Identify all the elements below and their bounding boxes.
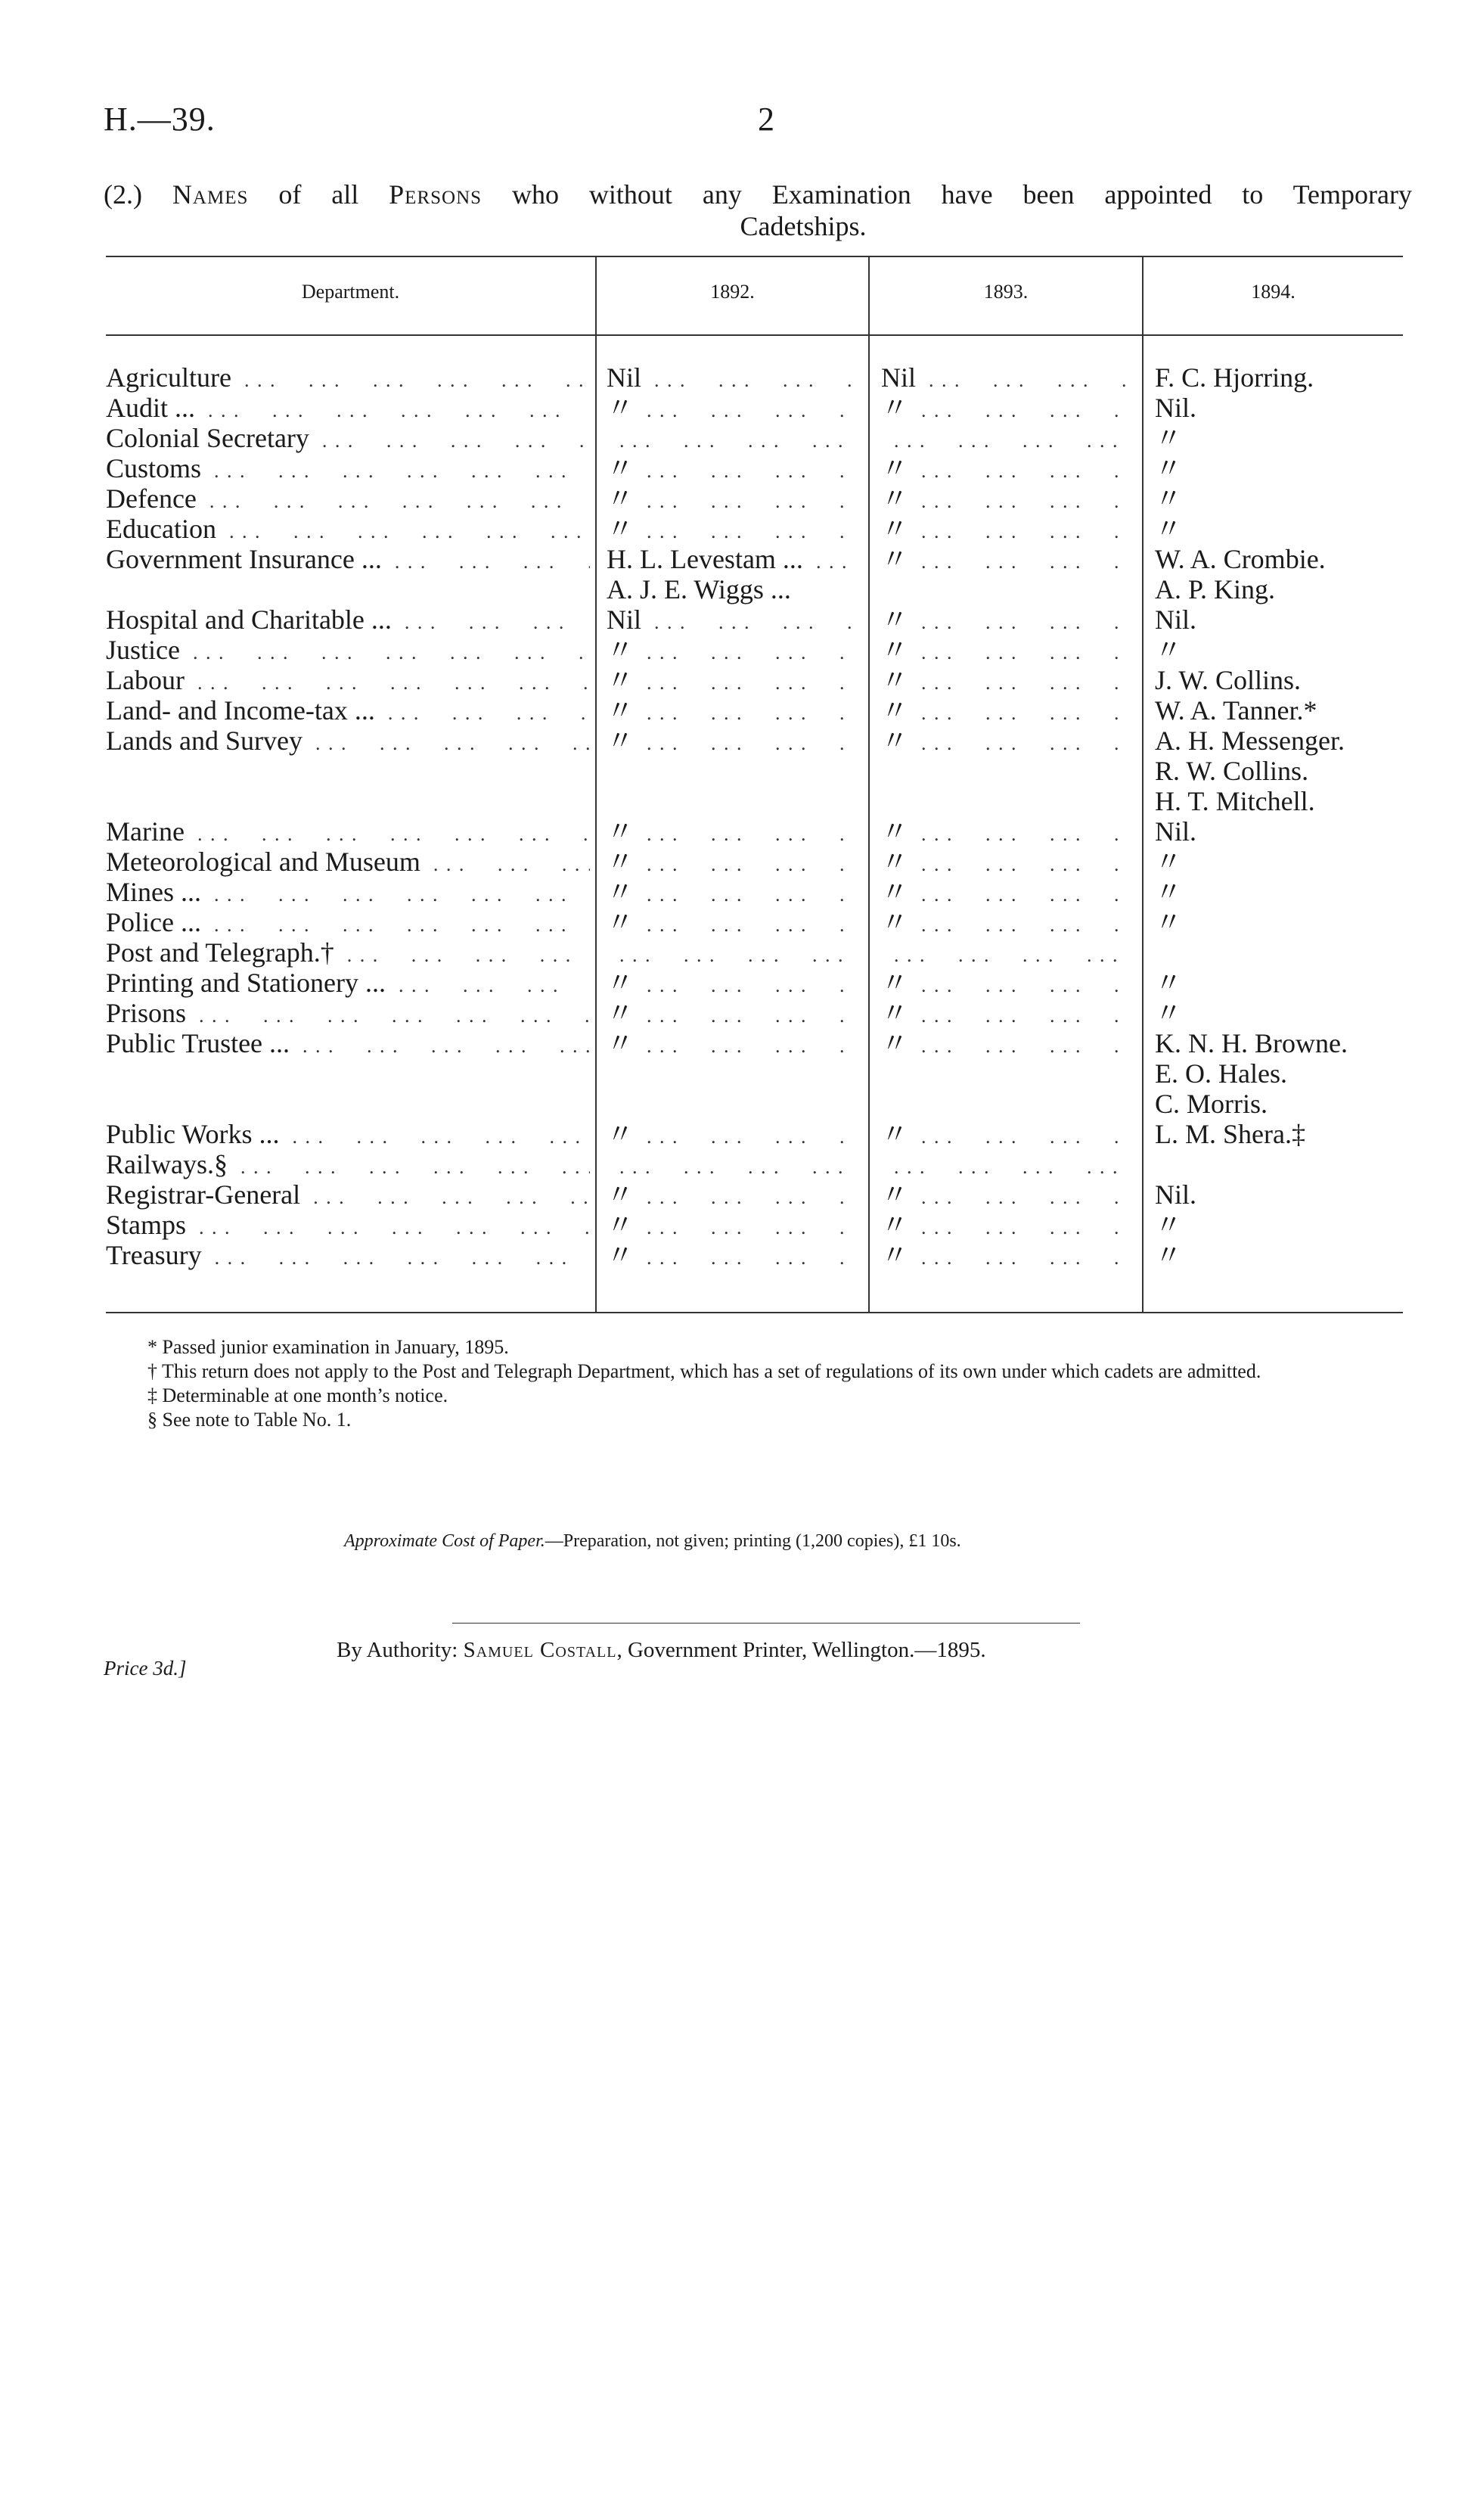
department-cell: Colonial Secretary . . . [106,423,590,456]
cell-1892: Nil . . . [607,362,852,396]
cell-1894: 〃 [1155,1210,1183,1240]
department-cell: Public Works ... . . . [106,1119,590,1152]
cell-1894: 〃 [1155,1240,1183,1270]
cell-1894: A. H. Messenger. [1155,726,1345,756]
table-row [0,423,1474,453]
table-top-rule [106,256,1403,257]
department-cell: Audit ... . . . [106,393,590,426]
cell-1893: 〃 . . . [881,453,1127,486]
table-row [0,756,1474,786]
department-cell: Police ... . . . [106,907,590,940]
cell-1894: 〃 [1155,998,1183,1028]
table-row [0,483,1474,514]
table-heading [104,179,1412,242]
cost-label: Approximate Cost of Paper. [344,1531,545,1551]
cell-1894: 〃 [1155,514,1183,544]
cell-1893: 〃 . . . [881,483,1127,517]
cell-1893: 〃 . . . [881,1028,1127,1061]
cell-1892: 〃 . . . [607,1240,852,1273]
table-row [0,998,1474,1028]
table-row [0,1210,1474,1240]
cell-1893: 〃 . . . [881,1119,1127,1152]
department-cell: Mines ... . . . [106,877,590,910]
cell-1893: 〃 . . . [881,968,1127,1001]
cell-1893: 〃 . . . [881,726,1127,759]
cell-1892: 〃 . . . [607,393,852,426]
heading-prefix: (2.) [104,179,172,210]
cell-1894: J. W. Collins. [1155,665,1302,695]
department-cell: Prisons . . . [106,998,590,1031]
imprint-rest: , Government Printer, Wellington.—1895. [616,1638,986,1662]
department-cell: Customs . . . [106,453,590,486]
cell-1893: 〃 . . . [881,544,1127,577]
cell-1893: 〃 . . . [881,695,1127,729]
table-row [0,393,1474,423]
cell-1892 [607,937,852,971]
department-cell: Post and Telegraph.† . . . [106,937,590,971]
cell-1892: 〃 . . . [607,877,852,910]
cell-1893 [881,423,1127,456]
cell-1893: Nil . . . [881,362,1127,396]
department-cell: Railways.§ . . . [106,1149,590,1182]
imprint-by-authority: By Authority: [337,1638,464,1662]
column-header-1892: 1892. [710,281,755,303]
heading-rest: who without any Examination have been appointed to Temporary [482,179,1412,210]
table-row [0,1119,1474,1149]
cell-1892 [607,423,852,456]
table-row [0,877,1474,907]
cell-1893 [881,937,1127,971]
column-header-1894: 1894. [1251,281,1296,303]
imprint-rule [452,1623,1080,1624]
cell-1894: W. A. Crombie. [1155,544,1326,574]
cell-1894: H. T. Mitchell. [1155,786,1315,816]
table-row [0,1028,1474,1058]
table-row [0,514,1474,544]
cell-1894: Nil. [1155,816,1197,847]
cell-1892: 〃 . . . [607,635,852,668]
cell-1893: 〃 . . . [881,1179,1127,1213]
footnote: † This return does not apply to the Post and Telegraph Department, which has a set of regulations of its own under which cadets are admitted. [147,1360,1261,1382]
cell-1892: 〃 . . . [607,1210,852,1243]
table-bottom-rule [106,1312,1403,1313]
cell-1893: 〃 . . . [881,393,1127,426]
cell-1892: 〃 . . . [607,453,852,486]
department-cell: Education . . . [106,514,590,547]
cell-1893: 〃 . . . [881,635,1127,668]
cell-1893: 〃 . . . [881,816,1127,850]
footnotes [104,1335,1412,1432]
department-cell: Defence . . . [106,483,590,517]
table-row [0,604,1474,635]
department-cell: Public Trustee ... . . . [106,1028,590,1061]
table-row [0,1179,1474,1210]
table-row [0,907,1474,937]
printer-imprint [337,1638,986,1663]
department-cell: Justice . . . [106,635,590,668]
cell-1893: 〃 . . . [881,998,1127,1031]
cell-1894: 〃 [1155,907,1183,937]
department-cell: Government Insurance ... . . . [106,544,590,577]
cell-1892: 〃 . . . [607,816,852,850]
cell-1894: L. M. Shera.‡ [1155,1119,1305,1149]
cost-of-paper [344,1531,961,1552]
cell-1894: W. A. Tanner.* [1155,695,1317,726]
cell-1893 [881,1149,1127,1182]
table-row [0,1149,1474,1179]
cell-1892: 〃 . . . [607,695,852,729]
cell-1894: R. W. Collins. [1155,756,1309,786]
table-body [0,362,1474,1270]
cell-1893: 〃 . . . [881,514,1127,547]
cell-1892: 〃 . . . [607,726,852,759]
cell-1894: F. C. Hjorring. [1155,362,1314,393]
table-row [0,786,1474,816]
cell-1894: 〃 [1155,847,1183,877]
department-cell: Printing and Stationery ... . . . [106,968,590,1001]
cell-1893: 〃 . . . [881,665,1127,698]
cell-1892: 〃 . . . [607,665,852,698]
cell-1894: 〃 [1155,877,1183,907]
footnote: * Passed junior examination in January, 1895. [147,1336,509,1358]
cell-1893: 〃 . . . [881,847,1127,880]
department-cell: Land- and Income-tax ... . . . [106,695,590,729]
table-row [0,362,1474,393]
footnote: § See note to Table No. 1. [147,1409,352,1431]
cell-1893: 〃 . . . [881,604,1127,638]
cell-1893: 〃 . . . [881,877,1127,910]
cell-1892: 〃 . . . [607,998,852,1031]
table-row [0,968,1474,998]
table-row [0,453,1474,483]
department-cell: Registrar-General . . . [106,1179,590,1213]
table-row [0,635,1474,665]
cell-1894: E. O. Hales. [1155,1058,1287,1089]
cell-1892: 〃 . . . [607,1119,852,1152]
cell-1894: 〃 [1155,968,1183,998]
heading-names: Names [172,179,249,210]
department-cell: Meteorological and Museum . . . [106,847,590,880]
price: Price 3d.] [104,1657,187,1679]
table-row [0,1058,1474,1089]
cell-1892: A. J. E. Wiggs ... [607,574,791,604]
column-header-department: Department. [301,281,400,303]
cell-1893: 〃 . . . [881,1210,1127,1243]
cell-1892 [607,1149,852,1182]
cell-1893: 〃 . . . [881,1240,1127,1273]
table-row [0,937,1474,968]
cell-1892: 〃 . . . [607,847,852,880]
cell-1894: A. P. King. [1155,574,1276,604]
cell-1894: Nil. [1155,1179,1197,1210]
table-row [0,1089,1474,1119]
cell-1892: 〃 . . . [607,907,852,940]
cell-1894: Nil. [1155,393,1197,423]
cell-1892: Nil . . . [607,604,852,638]
cell-1894: K. N. H. Browne. [1155,1028,1348,1058]
cell-1892: H. L. Levestam ... . . . [607,544,852,577]
page-code: H.—39. [104,101,216,138]
page-number: 2 [758,101,774,138]
cell-1892: 〃 . . . [607,1179,852,1213]
footnote: ‡ Determinable at one month’s notice. [147,1384,448,1406]
table-row [0,544,1474,574]
heading-persons: Persons [389,179,483,210]
cell-1892: 〃 . . . [607,1028,852,1061]
cell-1894: 〃 [1155,453,1183,483]
cell-1892: 〃 . . . [607,968,852,1001]
cell-1894: C. Morris. [1155,1089,1268,1119]
cell-1892: 〃 . . . [607,483,852,517]
department-cell: Treasury . . . [106,1240,590,1273]
table-row [0,1240,1474,1270]
table-row [0,665,1474,695]
department-cell: Agriculture . . . [106,362,590,396]
table-row [0,847,1474,877]
heading-of-all: of all [248,179,389,210]
imprint-printer-name: Samuel Costall [463,1638,617,1662]
table-header-rule [106,334,1403,336]
heading-line2: Cadetships. [740,211,867,241]
table-row [0,726,1474,756]
cost-text: —Preparation, not given; printing (1,200 copies), £1 10s. [545,1531,961,1551]
department-cell: Hospital and Charitable ... . . . [106,604,590,638]
cell-1894: 〃 [1155,483,1183,514]
department-cell: Lands and Survey . . . [106,726,590,759]
cell-1894: 〃 [1155,635,1183,665]
cell-1894: 〃 [1155,423,1183,453]
cell-1893: 〃 . . . [881,907,1127,940]
department-cell: Labour . . . [106,665,590,698]
table-row [0,816,1474,847]
cell-1894: Nil. [1155,604,1197,635]
department-cell: Marine . . . [106,816,590,850]
table-row [0,695,1474,726]
cell-1892: 〃 . . . [607,514,852,547]
column-header-1893: 1893. [983,281,1029,303]
department-cell: Stamps . . . [106,1210,590,1243]
table-row [0,574,1474,604]
